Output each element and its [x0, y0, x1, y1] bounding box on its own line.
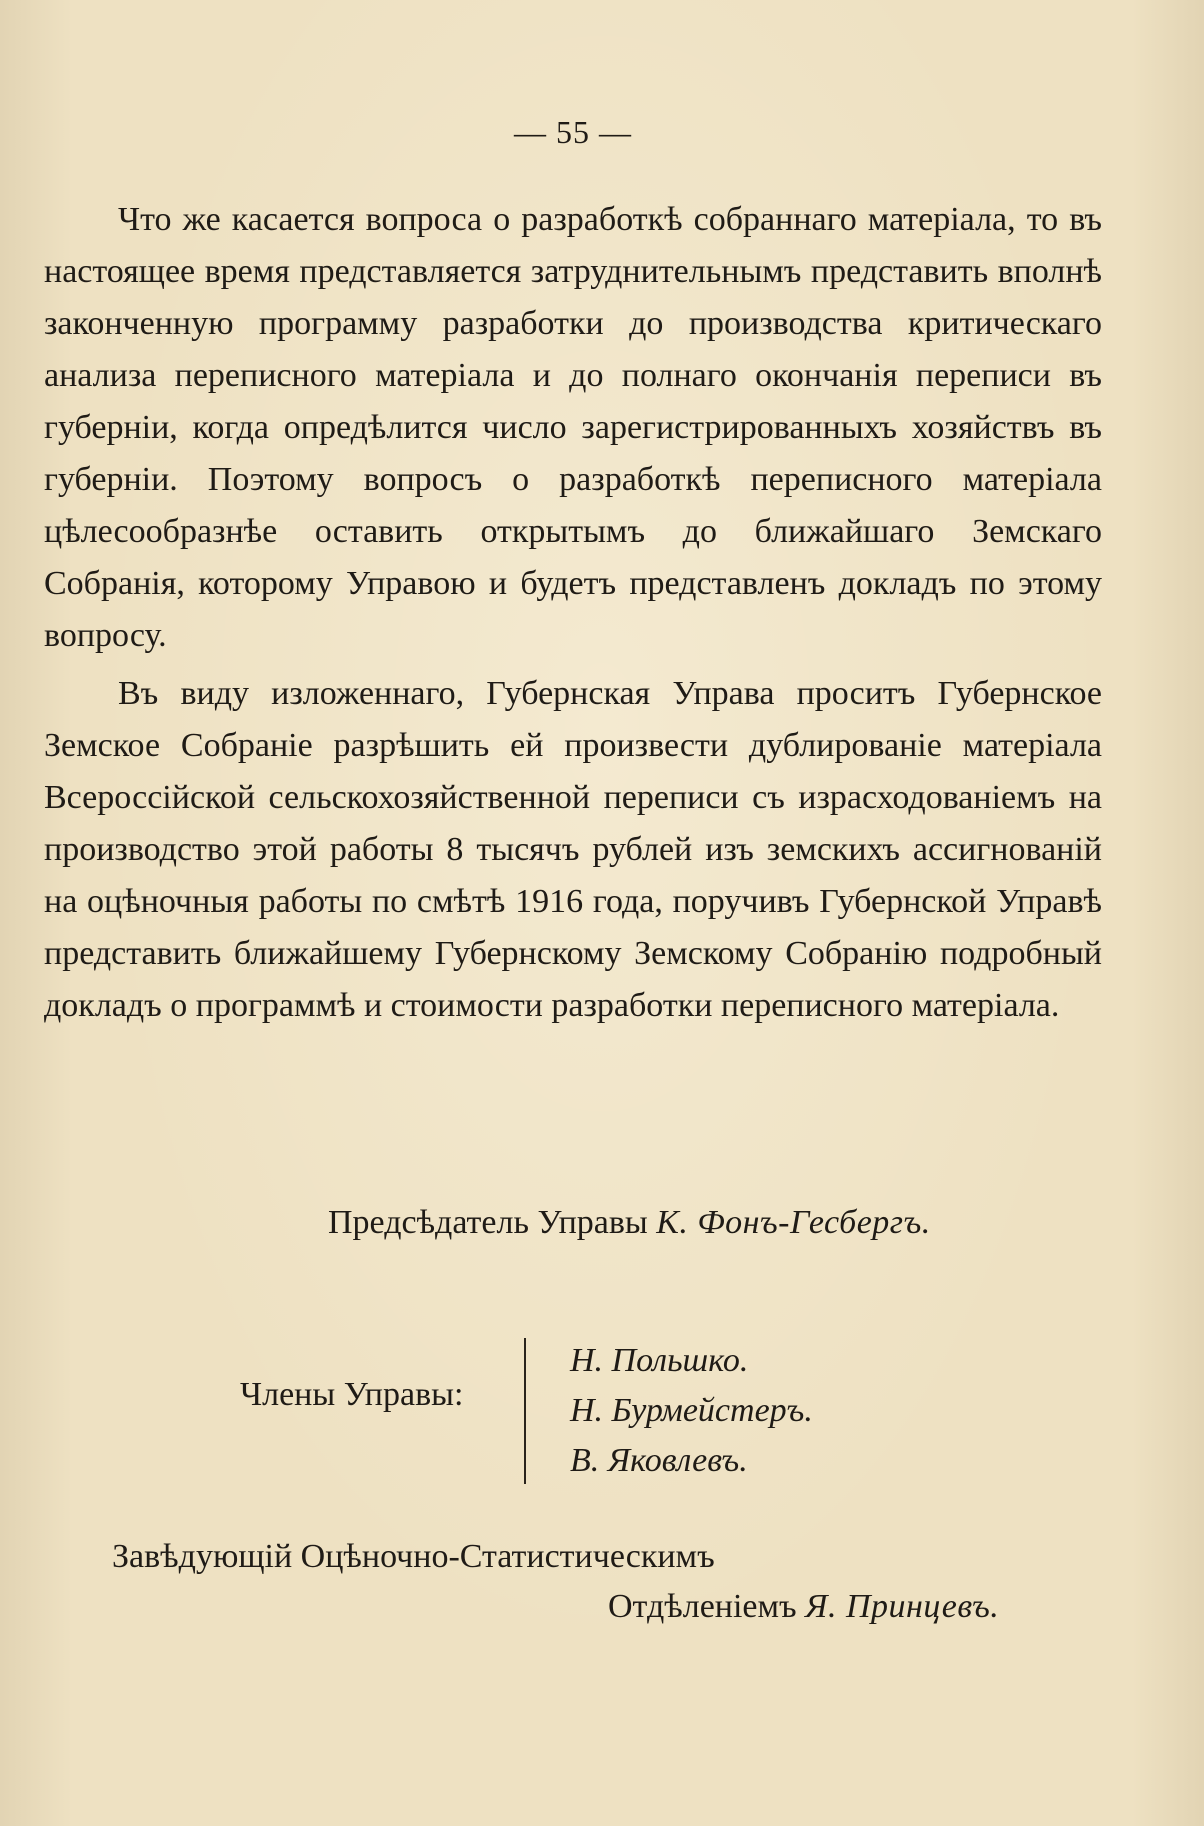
member-name: В. Яковлевъ.: [570, 1442, 748, 1479]
chairman-title: Предсѣдатель Управы: [328, 1204, 648, 1241]
page-number: — 55 —: [514, 114, 632, 150]
manager-title-line: Завѣдующій Оцѣночно-Статистическимъ: [112, 1538, 715, 1575]
paragraph-2: Въ виду изложеннаго, Губернская Управа проситъ Губернское Земское Собраніе разрѣшить ей произвести дублированіе матеріала Всероссійской сельскохозяйственной переписи съ израсходованіемъ на производство этой работы 8 тысячъ рублей изъ земскихъ ассигнованій на оцѣночныя работы по смѣтѣ 1916 года, поручивъ Губернской Управѣ представить ближайшему Губернскому Земскому Собранію подробный докладъ о программѣ и стоимости разработки переписного матеріала.: [44, 675, 1102, 1024]
chairman-signature: К. Фонъ-Гесбергъ.: [656, 1204, 931, 1241]
members-list: [570, 1336, 813, 1486]
chairman-signature-line: [328, 1204, 931, 1242]
members-brace: [524, 1338, 527, 1484]
paragraph-1: Что же касается вопроса о разработкѣ собраннаго матеріала, то въ настоящее время представляется затруднительнымъ представить вполнѣ законченную программу разработки до производства критическаго анализа переписного матеріала и до полнаго окончанія переписи въ губерніи, когда опредѣлится число зарегистрированныхъ хозяйствъ въ губерніи. Поэтому вопросъ о разработкѣ переписного матеріала цѣлесообразнѣе оставить открытымъ до ближайшаго Земскаго Собранія, которому Управою и будетъ представленъ докладъ по этому вопросу.: [44, 201, 1102, 654]
member-name: Н. Польшко.: [570, 1342, 749, 1379]
members-block: [240, 1336, 940, 1486]
manager-title: Отдѣленіемъ: [608, 1588, 797, 1625]
member-name: Н. Бурмейстеръ.: [570, 1392, 813, 1429]
body-text: [44, 194, 1102, 1032]
members-label: Члены Управы:: [240, 1376, 464, 1413]
manager-signature-line: [608, 1588, 999, 1626]
manager-signature: Я. Принцевъ.: [805, 1588, 1000, 1625]
